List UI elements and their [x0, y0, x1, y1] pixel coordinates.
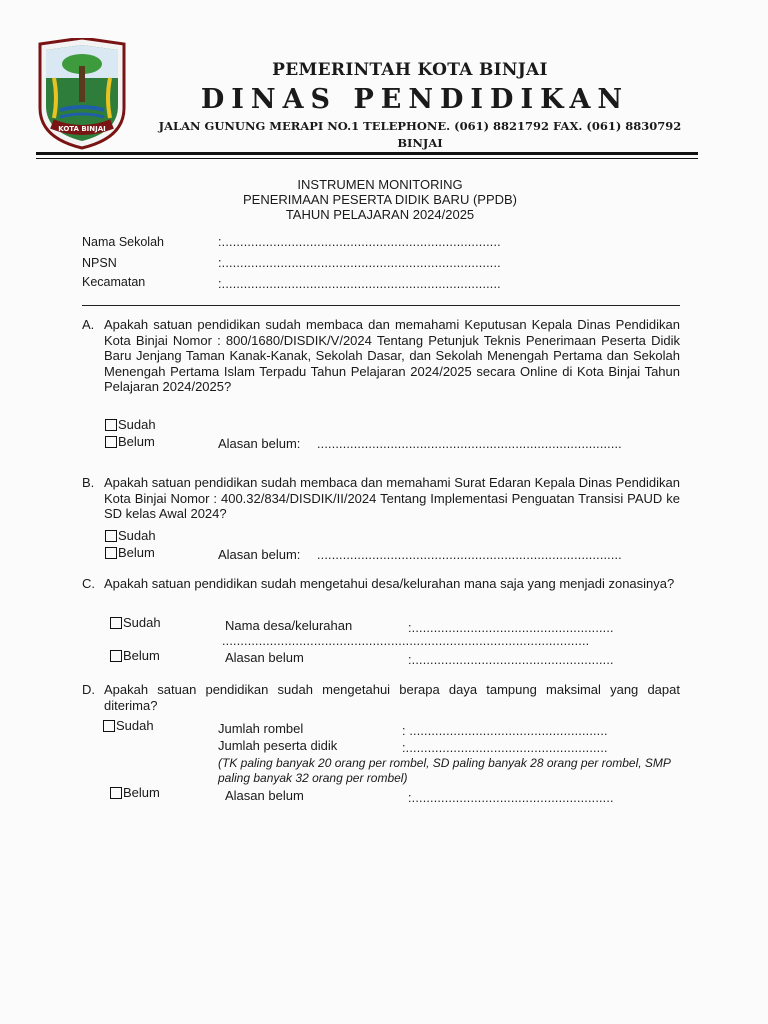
question-a-reason-label: Alasan belum: — [218, 436, 301, 451]
question-c-village-field[interactable]: :....................................................... — [408, 621, 614, 635]
checkbox-icon[interactable] — [110, 650, 122, 662]
form-title — [180, 177, 580, 222]
question-c-reason-label: Alasan belum — [225, 650, 304, 665]
option-label: Sudah — [116, 718, 154, 733]
checkbox-icon[interactable] — [110, 787, 122, 799]
question-c-text: Apakah satuan pendidikan sudah mengetahui desa/kelurahan mana saja yang menjadi zonasinya? — [104, 576, 675, 591]
question-c-reason-field[interactable]: :....................................................... — [408, 653, 614, 667]
npsn-label: NPSN — [82, 256, 117, 270]
question-a-option-no[interactable] — [105, 434, 155, 449]
letterhead-rule-thick — [36, 152, 698, 155]
checkbox-icon[interactable] — [103, 720, 115, 732]
title-line-2: PENERIMAAN PESERTA DIDIK BARU (PPDB) — [242, 192, 518, 207]
option-label: Belum — [118, 434, 155, 449]
question-b-letter: B. — [82, 475, 95, 490]
address-line-1: JALAN GUNUNG MERAPI NO.1 TELEPHONE. (061) 8821792 FAX. (061) 8830792 — [158, 119, 682, 133]
question-a-reason-field[interactable]: ................................................................................... — [317, 437, 622, 451]
question-b-option-yes[interactable] — [105, 528, 156, 543]
title-line-3: TAHUN PELAJARAN 2024/2025 — [285, 207, 475, 222]
letterhead-government: PEMERINTAH KOTA BINJAI — [272, 60, 548, 80]
question-c — [82, 576, 682, 610]
checkbox-icon[interactable] — [105, 419, 117, 431]
question-c-village-label: Nama desa/kelurahan — [225, 618, 353, 633]
option-label: Belum — [123, 785, 160, 800]
option-label: Sudah — [123, 615, 161, 630]
question-b-option-no[interactable] — [105, 545, 155, 560]
letterhead-rule-thin — [36, 158, 698, 159]
question-c-option-no[interactable] — [110, 648, 160, 663]
option-label: Sudah — [118, 528, 156, 543]
letterhead-agency: DINAS PENDIDIKAN — [200, 84, 630, 115]
checkbox-icon[interactable] — [105, 436, 117, 448]
question-b — [82, 475, 682, 525]
question-b-reason-label: Alasan belum: — [218, 547, 301, 562]
question-c-option-yes[interactable] — [110, 615, 161, 630]
question-d-capacity-note: (TK paling banyak 20 orang per rombel, SD paling banyak 28 orang per rombel, SMP paling banyak 32 orang per rombel) — [218, 756, 671, 785]
checkbox-icon[interactable] — [110, 617, 122, 629]
question-d-reason-label: Alasan belum — [225, 788, 304, 803]
question-d-option-no[interactable] — [110, 785, 160, 800]
question-d — [82, 682, 682, 716]
question-d-rombel-field[interactable]: : ...................................................... — [402, 724, 608, 738]
question-a-letter: A. — [82, 317, 95, 332]
school-name-label: Nama Sekolah — [82, 235, 164, 249]
question-d-reason-field[interactable]: :....................................................... — [408, 791, 614, 805]
kota-binjai-emblem — [32, 38, 132, 150]
svg-text:KOTA BINJAI: KOTA BINJAI — [58, 125, 106, 133]
checkbox-icon[interactable] — [105, 547, 117, 559]
question-b-reason-field[interactable]: ................................................................................... — [317, 548, 622, 562]
option-label: Belum — [118, 545, 155, 560]
district-field[interactable]: :............................................................................ — [218, 277, 501, 291]
letterhead-address — [150, 118, 690, 152]
district-label: Kecamatan — [82, 275, 146, 289]
school-name-field[interactable]: :............................................................................ — [218, 235, 501, 249]
question-d-students-label: Jumlah peserta didik — [218, 738, 338, 753]
question-d-students-field[interactable]: :....................................................... — [402, 741, 608, 755]
question-c-letter: C. — [82, 576, 95, 591]
question-d-text: Apakah satuan pendidikan sudah mengetahui berapa daya tampung maksimal yang dapat diterima? — [104, 682, 680, 713]
title-line-1: INSTRUMEN MONITORING — [297, 177, 463, 192]
question-d-option-yes[interactable] — [103, 718, 154, 733]
question-d-letter: D. — [82, 682, 95, 697]
npsn-field[interactable]: :............................................................................ — [218, 256, 501, 270]
option-label: Sudah — [118, 417, 156, 432]
address-line-2: BINJAI — [397, 136, 443, 150]
checkbox-icon[interactable] — [105, 530, 117, 542]
question-a — [82, 317, 682, 412]
question-c-village-extra-line[interactable]: .................................................................................................... — [222, 634, 590, 648]
question-b-text: Apakah satuan pendidikan sudah membaca dan memahami Surat Edaran Kepala Dinas Pendidikan Kota Binjai Nomor : 400.32/834/DISDIK/II/2024 Tentang Implementasi Penguatan Transisi PAUD ke SD kelas Awal 2024? — [104, 475, 680, 521]
question-d-rombel-label: Jumlah rombel — [218, 721, 304, 736]
question-a-text: Apakah satuan pendidikan sudah membaca dan memahami Keputusan Kepala Dinas Pendidikan Kota Binjai Nomor : 800/1680/DISDIK/V/2024 Tentang Petunjuk Teknis Penerimaan Peserta Didik Baru Jenjang Taman Kanak-Kanak, Sekolah Dasar, dan Sekolah Menengah Pertama dan Sekolah Menengah Pertama Islam Terpadu Tahun Pelajaran 2024/2025 secara Online di Kota Binjai Tahun Pelajaran 2024/2025? — [104, 317, 680, 394]
option-label: Belum — [123, 648, 160, 663]
section-divider — [82, 305, 680, 306]
question-a-option-yes[interactable] — [105, 417, 156, 432]
